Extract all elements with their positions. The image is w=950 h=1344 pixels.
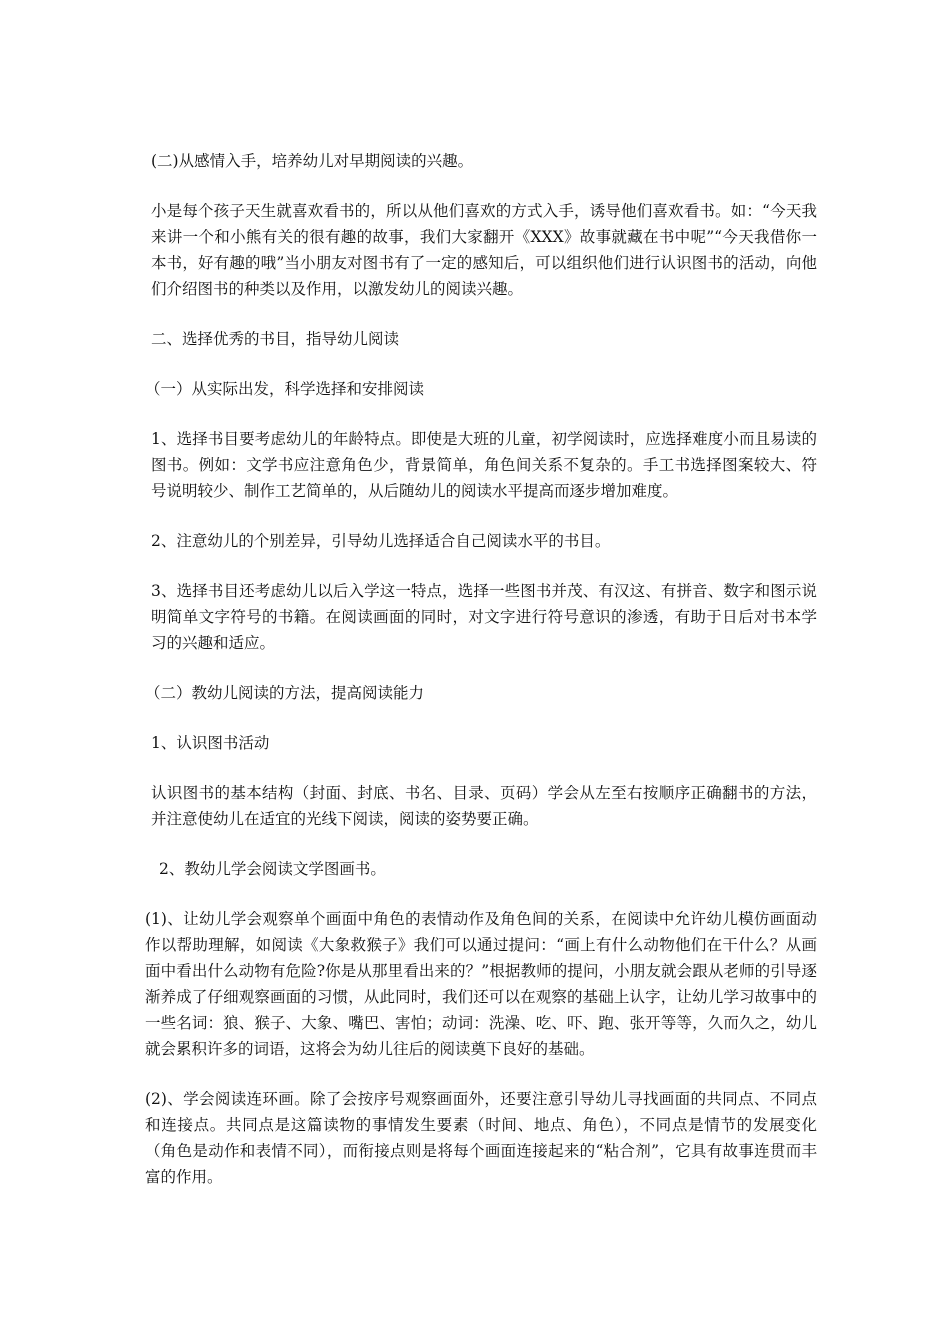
section-subheading: (二)从感情入手，培养幼儿对早期阅读的兴趣。 xyxy=(151,152,474,170)
section-subheading: （一）从实际出发，科学选择和安排阅读 xyxy=(145,380,425,398)
list-item-heading: 1、认识图书活动 xyxy=(151,734,270,752)
section-subheading: （二）教幼儿阅读的方法，提高阅读能力 xyxy=(145,684,425,702)
section-heading: 二、选择优秀的书目，指导幼儿阅读 xyxy=(151,330,400,348)
body-paragraph: 小是每个孩子天生就喜欢看书的，所以从他们喜欢的方式入手，诱导他们喜欢看书。如：“今天我来讲一个和小熊有关的很有趣的故事，我们大家翻开《XXX》故事就藏在书中呢”“今天我借你一本书，好有趣的哦”当小朋友对图书有了一定的感知后，可以组织他们进行认识图书的活动，向他们介绍图书的种类以及作用，以激发幼儿的阅读兴趣。 xyxy=(151,202,817,298)
list-item-heading: 2、教幼儿学会阅读文学图画书。 xyxy=(159,860,386,878)
list-item-paragraph: 1、选择书目要考虑幼儿的年龄特点。即使是大班的儿童，初学阅读时，应选择难度小而且易读的图书。例如：文学书应注意角色少，背景简单，角色间关系不复杂的。手工书选择图案较大、符号说明较少、制作工艺简单的，从后随幼儿的阅读水平提高而逐步增加难度。 xyxy=(151,430,817,500)
list-item-paragraph: 3、选择书目还考虑幼儿以后入学这一特点，选择一些图书并茂、有汉这、有拼音、数字和图示说明简单文字符号的书籍。在阅读画面的同时，对文字进行符号意识的渗透，有助于日后对书本学习的兴趣和适应。 xyxy=(151,582,817,652)
body-paragraph: (1)、让幼儿学会观察单个画面中角色的表情动作及角色间的关系，在阅读中允许幼儿模仿画面动作以帮助理解，如阅读《大象救猴子》我们可以通过提问：“画上有什么动物他们在干什么？从画面中看出什么动物有危险?你是从那里看出来的？”根据教师的提问，小朋友就会跟从老师的引导逐渐养成了仔细观察画面的习惯，从此同时，我们还可以在观察的基础上认字，让幼儿学习故事中的一些名词：狼、猴子、大象、嘴巴、害怕；动词：洗澡、吃、吓、跑、张开等等，久而久之，幼儿就会累积许多的词语，这将会为幼儿往后的阅读奠下良好的基础。 xyxy=(145,910,817,1058)
list-item-paragraph: 2、注意幼儿的个别差异，引导幼儿选择适合自己阅读水平的书目。 xyxy=(151,532,611,550)
document-body xyxy=(145,148,817,1214)
body-paragraph: (2)、学会阅读连环画。除了会按序号观察画面外，还要注意引导幼儿寻找画面的共同点、不同点和连接点。共同点是这篇读物的事情发生要素（时间、地点、角色），不同点是情节的发展变化（角色是动作和表情不同），而衔接点则是将每个画面连接起来的“粘合剂”，它具有故事连贯而丰富的作用。 xyxy=(145,1090,817,1186)
body-paragraph: 认识图书的基本结构（封面、封底、书名、目录、页码）学会从左至右按顺序正确翻书的方法，并注意使幼儿在适宜的光线下阅读，阅读的姿势要正确。 xyxy=(151,784,817,828)
